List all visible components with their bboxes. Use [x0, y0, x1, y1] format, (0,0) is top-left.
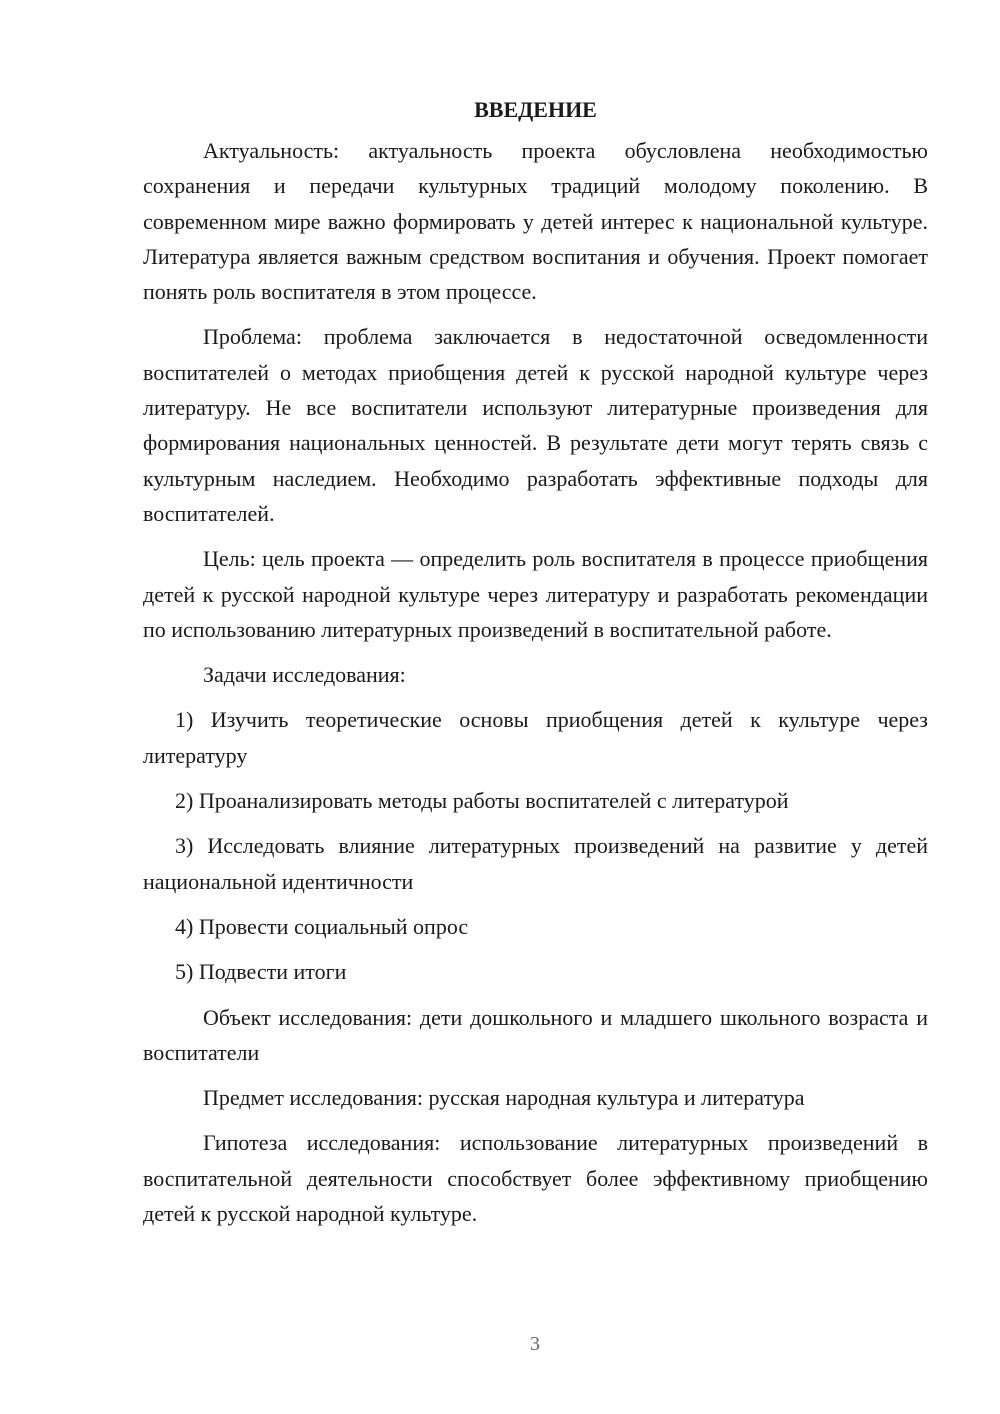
task-item-3: 3) Исследовать влияние литературных произведений на развитие у детей национальной идентичности — [143, 833, 928, 894]
task-item-2: 2) Проанализировать методы работы воспитателей с литературой — [175, 788, 789, 814]
tasks-heading: Задачи исследования: — [203, 662, 406, 688]
paragraph-hypothesis: Гипотеза исследования: использование литературных произведений в воспитательной деятельности способствует более эффективному приобщению детей к русской народной культуре. — [143, 1130, 928, 1227]
page-title: ВВЕДЕНИЕ — [474, 97, 597, 122]
paragraph-object: Объект исследования: дети дошкольного и младшего школьного возраста и воспитатели — [143, 1004, 928, 1065]
task-item-5: 5) Подвести итоги — [175, 959, 347, 985]
page-content — [143, 92, 928, 1241]
paragraph-subject: Предмет исследования: русская народная культура и литература — [203, 1085, 805, 1111]
paragraph-problem: Проблема: проблема заключается в недостаточной осведомленности воспитателей о методах приобщения детей к русской народной культуре через литературу. Не все воспитатели используют литературные произведения для формирования национальных ценностей. В результате дети могут терять связь с культурным наследием. Необходимо разработать эффективные подходы для воспитателей. — [143, 324, 928, 526]
paragraph-goal: Цель: цель проекта — определить роль воспитателя в процессе приобщения детей к русской народной культуре через литературу и разработать рекомендации по использованию литературных произведений в воспитательной работе. — [143, 546, 928, 642]
paragraph-relevance: Актуальность: актуальность проекта обусловлена необходимостью сохранения и передачи культурных традиций молодому поколению. В современном мире важно формировать у детей интерес к национальной культуре. Литература является важным средством воспитания и обучения. Проект помогает понять роль воспитателя в этом процессе. — [143, 138, 928, 305]
page-number: 3 — [530, 1333, 540, 1355]
task-item-4: 4) Провести социальный опрос — [175, 913, 469, 939]
task-item-1: 1) Изучить теоретические основы приобщения детей к культуре через литературу — [143, 707, 928, 768]
